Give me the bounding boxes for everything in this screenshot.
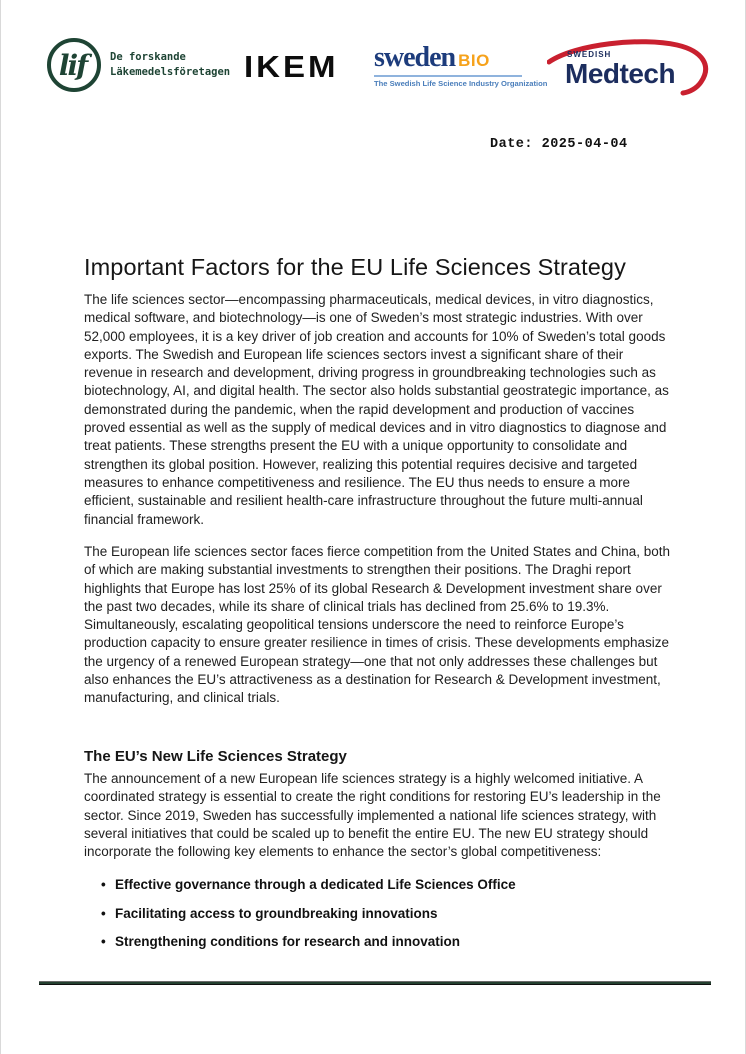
paragraph-strategy: The announcement of a new European life sciences strategy is a highly welcomed initiative. A coordinated strategy is essential to create the right conditions for restoring EU’s leadership in the sector. Since 2019, Sweden has successfully implemented a national life sciences strategy, with several initiatives that could be scaled up to benefit the entire EU. The new EU strategy should incorporate the following key elements to enhance the sector’s global competitiveness:: [84, 771, 661, 860]
medtech-swedish-label: SWEDISH: [567, 50, 612, 59]
section-heading-eu-strategy: The EU’s New Life Sciences Strategy: [84, 748, 347, 765]
key-elements-list: [101, 876, 661, 962]
swedenbio-logo: [374, 42, 548, 88]
bullet-icon: •: [101, 934, 106, 949]
lif-name-line2: Läkemedelsföretagen: [110, 66, 231, 78]
lif-logo-text: [110, 50, 230, 80]
swedenbio-word-sweden: sweden: [374, 42, 456, 73]
paragraph-competition: The European life sciences sector faces fierce competition from the United States and China, both of which are making substantial investments to strengthen their positions. The Draghi report highlights that Europe has lost 25% of its global Research & Development investment share over the past two decades, while its share of clinical trials has declined from 25.6% to 19.3%. Simultaneously, escalating geopolitical tensions underscore the need to reinforce Europe’s production capacity to ensure greater resilience in times of crisis. These developments emphasize the urgency of a renewed European strategy—one that not only addresses these challenges but also enhances the EU’s attractiveness as a destination for Research & Development investment, manufacturing, and clinical trials.: [84, 544, 671, 706]
list-item: [101, 905, 661, 923]
lif-logo-icon: [47, 38, 101, 92]
swedenbio-tagline: The Swedish Life Science Industry Organization: [374, 75, 522, 88]
swedenbio-wordmark: [374, 44, 522, 72]
footer-divider: [39, 981, 711, 985]
lif-logo: [47, 38, 230, 92]
page-title: Important Factors for the EU Life Sciences Strategy: [84, 254, 626, 280]
bullet-icon: •: [101, 877, 106, 892]
medtech-wordmark: Medtech: [565, 58, 676, 89]
paragraph-intro: The life sciences sector—encompassing pharmaceuticals, medical devices, in vitro diagnostics, medical software, and biotechnology—is one of Sweden’s most strategic industries. With over 52,000 employees, it is a key driver of job creation and accounts for 10% of Sweden’s total goods exports. The Swedish and European life sciences sectors invest a significant share of their revenue in research and development, driving progress in groundbreaking technologies such as biotechnology, AI, and digital health. The sector also holds substantial geostrategic importance, as demonstrated during the pandemic, when the rapid development and production of vaccines proved essential as well as the supply of medical devices and in vitro diagnostics to diagnose and treat patients. These strengths present the EU with a unique opportunity to consolidate and strengthen its global position. However, realizing this potential requires decisive and targeted measures to enhance competitiveness and resilience. The EU thus needs to ensure a more efficient, sustainable and resilient health-care infrastructure throughout the future multi-annual financial framework.: [84, 292, 669, 527]
swedenbio-word-bio: BIO: [458, 51, 490, 70]
list-item: [101, 876, 661, 894]
swedish-medtech-logo: [547, 36, 715, 98]
bullet-icon: •: [101, 905, 106, 921]
document-date: Date: 2025-04-04: [490, 137, 628, 152]
lif-name-line1: De forskande: [110, 50, 186, 63]
list-item-label: Facilitating access to groundbreaking innovations: [115, 905, 438, 921]
list-item-label: Effective governance through a dedicated Life Sciences Office: [115, 877, 516, 892]
list-item-label: Strengthening conditions for research and innovation: [115, 934, 461, 949]
lif-logo-symbol: lif: [58, 48, 87, 82]
list-item: [101, 933, 661, 951]
ikem-logo: IKEM: [244, 49, 339, 84]
